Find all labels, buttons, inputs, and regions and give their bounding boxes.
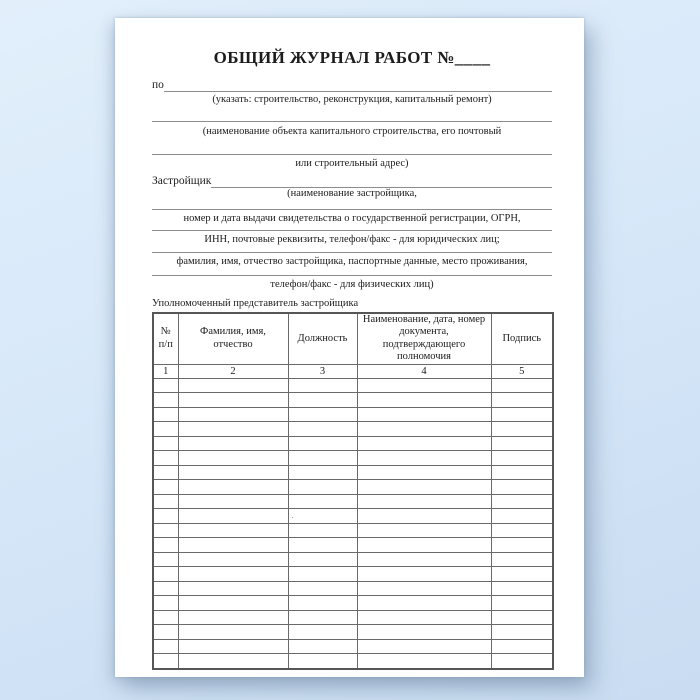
table-cell (491, 639, 553, 654)
table-row (153, 596, 553, 611)
blank-line-developer-5 (152, 275, 552, 276)
field-developer (152, 174, 552, 188)
table-cell (357, 596, 491, 611)
caption-developer-2: номер и дата выдачи свидетельства о государственной регистрации, ОГРН, (183, 213, 521, 224)
caption-developer-4: фамилия, имя, отчество застройщика, паспортные данные, место проживания, (176, 256, 528, 267)
table-row (153, 480, 553, 495)
table-row (153, 494, 553, 509)
table-row (153, 552, 553, 567)
table-cell (491, 567, 553, 582)
table-cell (491, 581, 553, 596)
representative-section-label: Уполномоченный представитель застройщика (152, 298, 359, 309)
table-cell (357, 523, 491, 538)
table-cell (178, 552, 288, 567)
table-cell (288, 451, 357, 466)
table-cell (178, 422, 288, 437)
caption-developer-5: телефон/факс - для физических лиц) (270, 279, 434, 290)
table-cell (178, 393, 288, 408)
document-page (115, 18, 584, 677)
table-cell (153, 465, 178, 480)
table-cell (357, 509, 491, 524)
table-cell (288, 596, 357, 611)
table-cell (491, 393, 553, 408)
field-work-type-label: по (152, 79, 164, 91)
table-cell (153, 610, 178, 625)
table-row (153, 567, 553, 582)
table-cell (178, 639, 288, 654)
document-title: ОБЩИЙ ЖУРНАЛ РАБОТ №____ (213, 48, 491, 67)
table-cell (357, 610, 491, 625)
table-cell (153, 451, 178, 466)
table-cell-stray-mark: . (288, 509, 357, 524)
table-cell (178, 494, 288, 509)
table-cell (178, 509, 288, 524)
table-cell (153, 494, 178, 509)
table-cell (357, 552, 491, 567)
table-row (153, 436, 553, 451)
table-column-number-1: 1 (153, 364, 178, 378)
table-row (153, 451, 553, 466)
table-header-cell-2: Фамилия, имя, отчество (178, 313, 288, 364)
table-cell (357, 393, 491, 408)
table-cell (491, 654, 553, 669)
table-cell (491, 523, 553, 538)
table-cell (357, 378, 491, 393)
table-cell (491, 625, 553, 640)
table-cell (491, 480, 553, 495)
table-cell (288, 552, 357, 567)
table-cell (288, 523, 357, 538)
blank-line-developer-2 (152, 209, 552, 210)
table-cell (288, 378, 357, 393)
table-cell (288, 538, 357, 553)
table-row (153, 378, 553, 393)
table-row (153, 523, 553, 538)
table-cell (153, 567, 178, 582)
table-cell (178, 407, 288, 422)
table-column-numbers-row (153, 364, 553, 378)
table-cell (288, 393, 357, 408)
blank-line-object-1 (152, 121, 552, 122)
table-cell (178, 436, 288, 451)
table-cell (153, 422, 178, 437)
table-cell (178, 465, 288, 480)
blank-line-developer-4 (152, 252, 552, 253)
table-header-cell-5: Подпись (491, 313, 553, 364)
table-column-number-2: 2 (178, 364, 288, 378)
table-cell (288, 407, 357, 422)
caption-developer-1: (наименование застройщика, (287, 188, 417, 199)
table-cell (288, 567, 357, 582)
table-cell (288, 639, 357, 654)
table-cell (178, 654, 288, 669)
table-cell (357, 494, 491, 509)
table-cell (178, 451, 288, 466)
caption-developer-3: ИНН, почтовые реквизиты, телефон/факс - для юридических лиц; (204, 234, 500, 245)
table-cell (153, 378, 178, 393)
table-cell (288, 494, 357, 509)
table-cell (153, 596, 178, 611)
field-developer-label: Застройщик (152, 175, 212, 187)
table-cell (288, 654, 357, 669)
table-row (153, 509, 553, 524)
table-column-number-4: 4 (357, 364, 491, 378)
table-cell (153, 581, 178, 596)
table-row (153, 625, 553, 640)
caption-object-line2: или строительный адрес) (295, 158, 409, 169)
table-cell (288, 581, 357, 596)
table-cell (357, 451, 491, 466)
table-cell (288, 625, 357, 640)
table-cell (491, 407, 553, 422)
table-cell (153, 654, 178, 669)
table-row (153, 538, 553, 553)
table-cell (153, 393, 178, 408)
table-cell (153, 436, 178, 451)
table-column-number-5: 5 (491, 364, 553, 378)
table-cell (491, 509, 553, 524)
table-cell (153, 552, 178, 567)
blank-line-developer-3 (152, 230, 552, 231)
table-header (153, 313, 553, 378)
table-cell (491, 610, 553, 625)
table-cell (491, 494, 553, 509)
table-row (153, 393, 553, 408)
table-cell (153, 625, 178, 640)
table-cell (288, 610, 357, 625)
field-developer-blank-line (211, 174, 552, 188)
table-cell (288, 480, 357, 495)
table-cell (153, 523, 178, 538)
field-work-type (152, 78, 552, 92)
table-cell (178, 625, 288, 640)
table-cell (357, 480, 491, 495)
table-cell (153, 480, 178, 495)
table-row (153, 610, 553, 625)
table-row (153, 422, 553, 437)
table-cell (178, 596, 288, 611)
table-cell (178, 610, 288, 625)
table-cell (491, 538, 553, 553)
table-cell (491, 552, 553, 567)
table-cell (357, 625, 491, 640)
table-cell (357, 407, 491, 422)
caption-object-line1: (наименование объекта капитального строительства, его почтовый (202, 126, 502, 137)
table-cell (153, 538, 178, 553)
table-cell (288, 465, 357, 480)
blank-line-object-2 (152, 154, 552, 155)
caption-work-type: (указать: строительство, реконструкция, капитальный ремонт) (212, 94, 492, 105)
table-header-cell-1: № п/п (153, 313, 178, 364)
table-cell (357, 639, 491, 654)
table-header-cell-4: Наименование, дата, номер документа, подтверждающего полномочия (357, 313, 491, 364)
table-cell (357, 538, 491, 553)
table-cell (357, 581, 491, 596)
table-cell (178, 378, 288, 393)
table-cell (153, 509, 178, 524)
table-row (153, 654, 553, 669)
table-cell (491, 422, 553, 437)
table-cell (491, 378, 553, 393)
representative-table (152, 312, 554, 670)
table-row (153, 639, 553, 654)
table-cell (357, 436, 491, 451)
table-cell (288, 422, 357, 437)
table-cell (178, 538, 288, 553)
table-header-row (153, 313, 553, 364)
table-header-cell-3: Должность (288, 313, 357, 364)
table-row (153, 407, 553, 422)
table-cell (357, 654, 491, 669)
table-cell (491, 436, 553, 451)
table-cell (357, 422, 491, 437)
table-cell (491, 465, 553, 480)
table-body (153, 378, 553, 669)
table-cell (491, 596, 553, 611)
table-cell (288, 436, 357, 451)
table-cell (153, 639, 178, 654)
table-row (153, 581, 553, 596)
table-cell (357, 465, 491, 480)
table-cell (178, 480, 288, 495)
table-cell (357, 567, 491, 582)
table-cell (153, 407, 178, 422)
table-row (153, 465, 553, 480)
table-cell (178, 523, 288, 538)
document-content (152, 18, 552, 677)
table-cell (178, 567, 288, 582)
field-work-type-blank-line (164, 78, 552, 92)
table-cell (491, 451, 553, 466)
table-cell (178, 581, 288, 596)
table-column-number-3: 3 (288, 364, 357, 378)
